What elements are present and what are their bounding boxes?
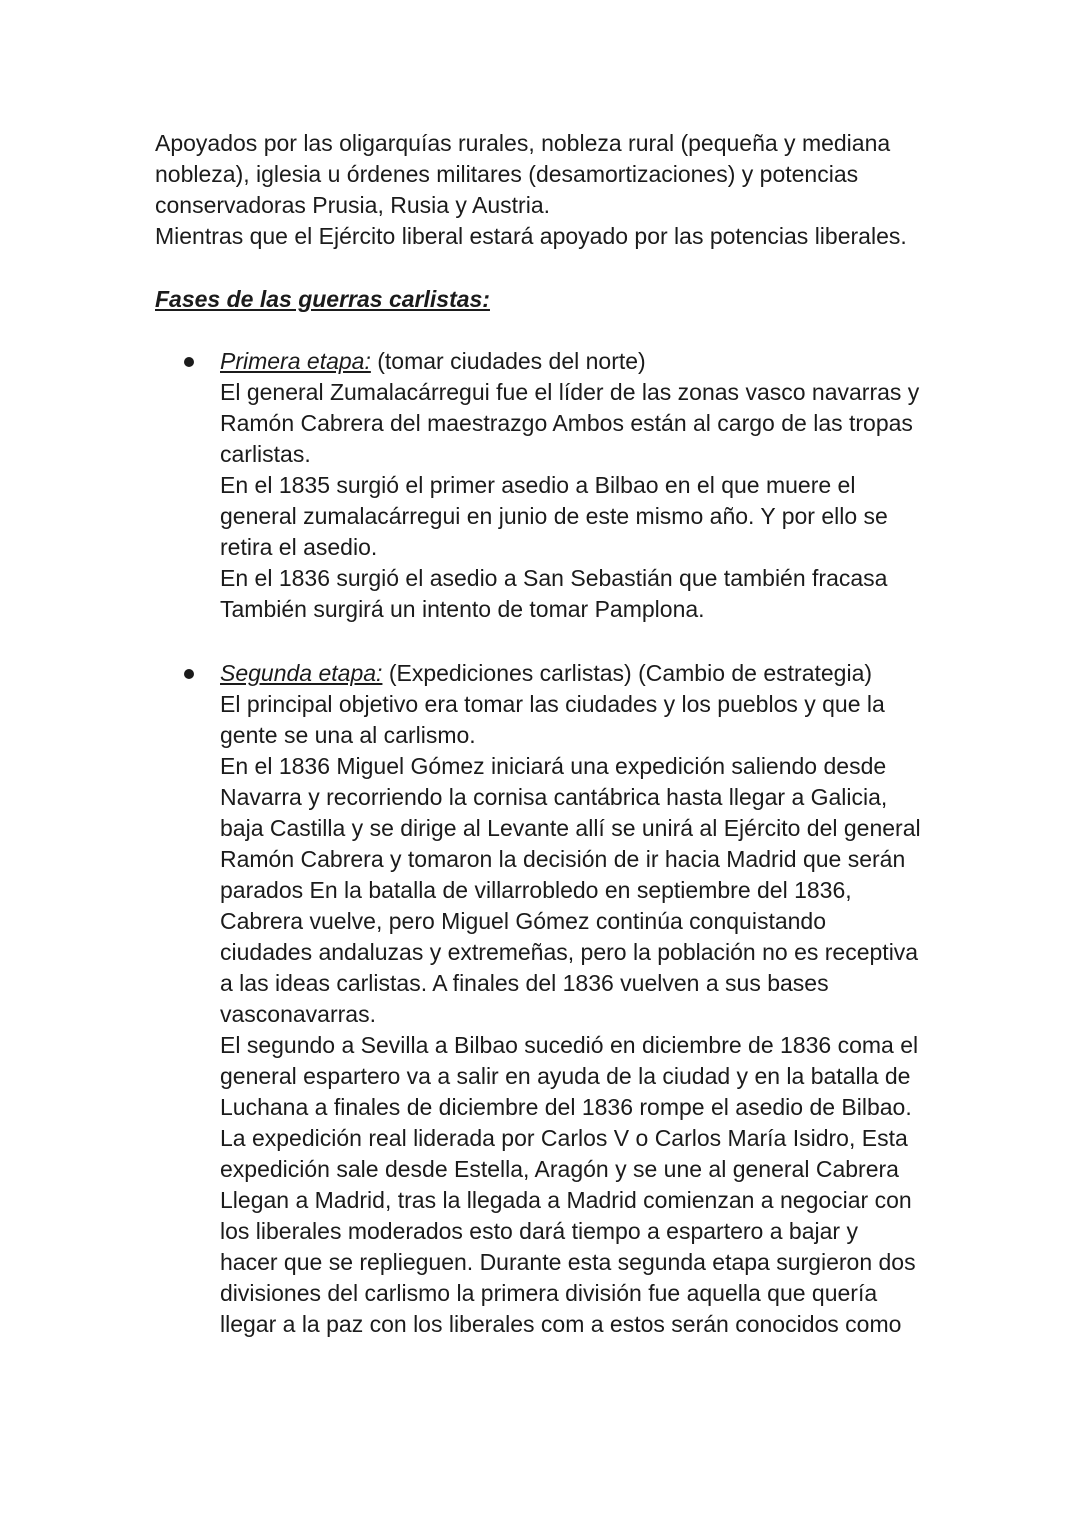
stage-line: Navarra y recorriendo la cornisa cantábrica hasta llegar a Galicia,: [220, 784, 888, 810]
stage-title: [220, 346, 980, 377]
intro-line: nobleza), iglesia u órdenes militares (desamortizaciones) y potencias: [155, 161, 859, 187]
stage-line: También surgirá un intento de tomar Pamplona.: [220, 596, 705, 622]
intro-line: conservadoras Prusia, Rusia y Austria.: [155, 192, 551, 218]
bullet-icon: [184, 357, 194, 367]
stage-line: Luchana a finales de diciembre del 1836 rompe el asedio de Bilbao.: [220, 1094, 912, 1120]
stage-line: parados En la batalla de villarrobledo en septiembre del 1836,: [220, 877, 852, 903]
stage-line: Ramón Cabrera y tomaron la decisión de ir hacia Madrid que serán: [220, 846, 906, 872]
stage-line: En el 1835 surgió el primer asedio a Bilbao en el que muere el: [220, 472, 856, 498]
stage-line: Llegan a Madrid, tras la llegada a Madrid comienzan a negociar con: [220, 1187, 912, 1213]
stage-line: retira el asedio.: [220, 534, 378, 560]
stage-line: ciudades andaluzas y extremeñas, pero la población no es receptiva: [220, 939, 919, 965]
stage-line: El segundo a Sevilla a Bilbao sucedió en diciembre de 1836 coma el: [220, 1032, 919, 1058]
stage-label: Segunda etapa:: [220, 660, 383, 686]
section-heading: Fases de las guerras carlistas:: [155, 286, 490, 312]
intro-line: Apoyados por las oligarquías rurales, nobleza rural (pequeña y mediana: [155, 130, 891, 156]
stage-line: vasconavarras.: [220, 1001, 376, 1027]
stage-line: Cabrera vuelve, pero Miguel Gómez continúa conquistando: [220, 908, 827, 934]
intro-paragraph: [155, 128, 955, 252]
stage-title-rest: (Expediciones carlistas) (Cambio de estrategia): [382, 660, 873, 686]
stage-label: Primera etapa:: [220, 348, 371, 374]
stage-line: En el 1836 Miguel Gómez iniciará una expedición saliendo desde: [220, 753, 887, 779]
stage-line: Ramón Cabrera del maestrazgo Ambos están al cargo de las tropas: [220, 410, 913, 436]
stage-line: llegar a la paz con los liberales com a estos serán conocidos como: [220, 1311, 902, 1337]
stage-line: general zumalacárregui en junio de este mismo año. Y por ello se: [220, 503, 888, 529]
stage-line: los liberales moderados esto dará tiempo a espartero a bajar y: [220, 1218, 858, 1244]
stage-line: general espartero va a salir en ayuda de la ciudad y en la batalla de: [220, 1063, 911, 1089]
stage-line: El general Zumalacárregui fue el líder de las zonas vasco navarras y: [220, 379, 920, 405]
stage-line: gente se una al carlismo.: [220, 722, 476, 748]
intro-line: Mientras que el Ejército liberal estará apoyado por las potencias liberales.: [155, 223, 907, 249]
stage-line: carlistas.: [220, 441, 311, 467]
stage-line: divisiones del carlismo la primera división fue aquella que quería: [220, 1280, 878, 1306]
stage-line: a las ideas carlistas. A finales del 1836 vuelven a sus bases: [220, 970, 829, 996]
stage-title: [220, 658, 980, 689]
stage-item-primera: [220, 346, 980, 625]
stage-item-segunda: [220, 658, 980, 1340]
stage-title-rest: (tomar ciudades del norte): [370, 348, 646, 374]
stage-line: hacer que se replieguen. Durante esta segunda etapa surgieron dos: [220, 1249, 916, 1275]
stage-line: El principal objetivo era tomar las ciudades y los pueblos y que la: [220, 691, 885, 717]
stage-line: En el 1836 surgió el asedio a San Sebastián que también fracasa: [220, 565, 888, 591]
stage-line: La expedición real liderada por Carlos V o Carlos María Isidro, Esta: [220, 1125, 908, 1151]
stage-line: baja Castilla y se dirige al Levante allí se unirá al Ejército del general: [220, 815, 921, 841]
stage-line: expedición sale desde Estella, Aragón y se une al general Cabrera: [220, 1156, 899, 1182]
bullet-icon: [184, 669, 194, 679]
